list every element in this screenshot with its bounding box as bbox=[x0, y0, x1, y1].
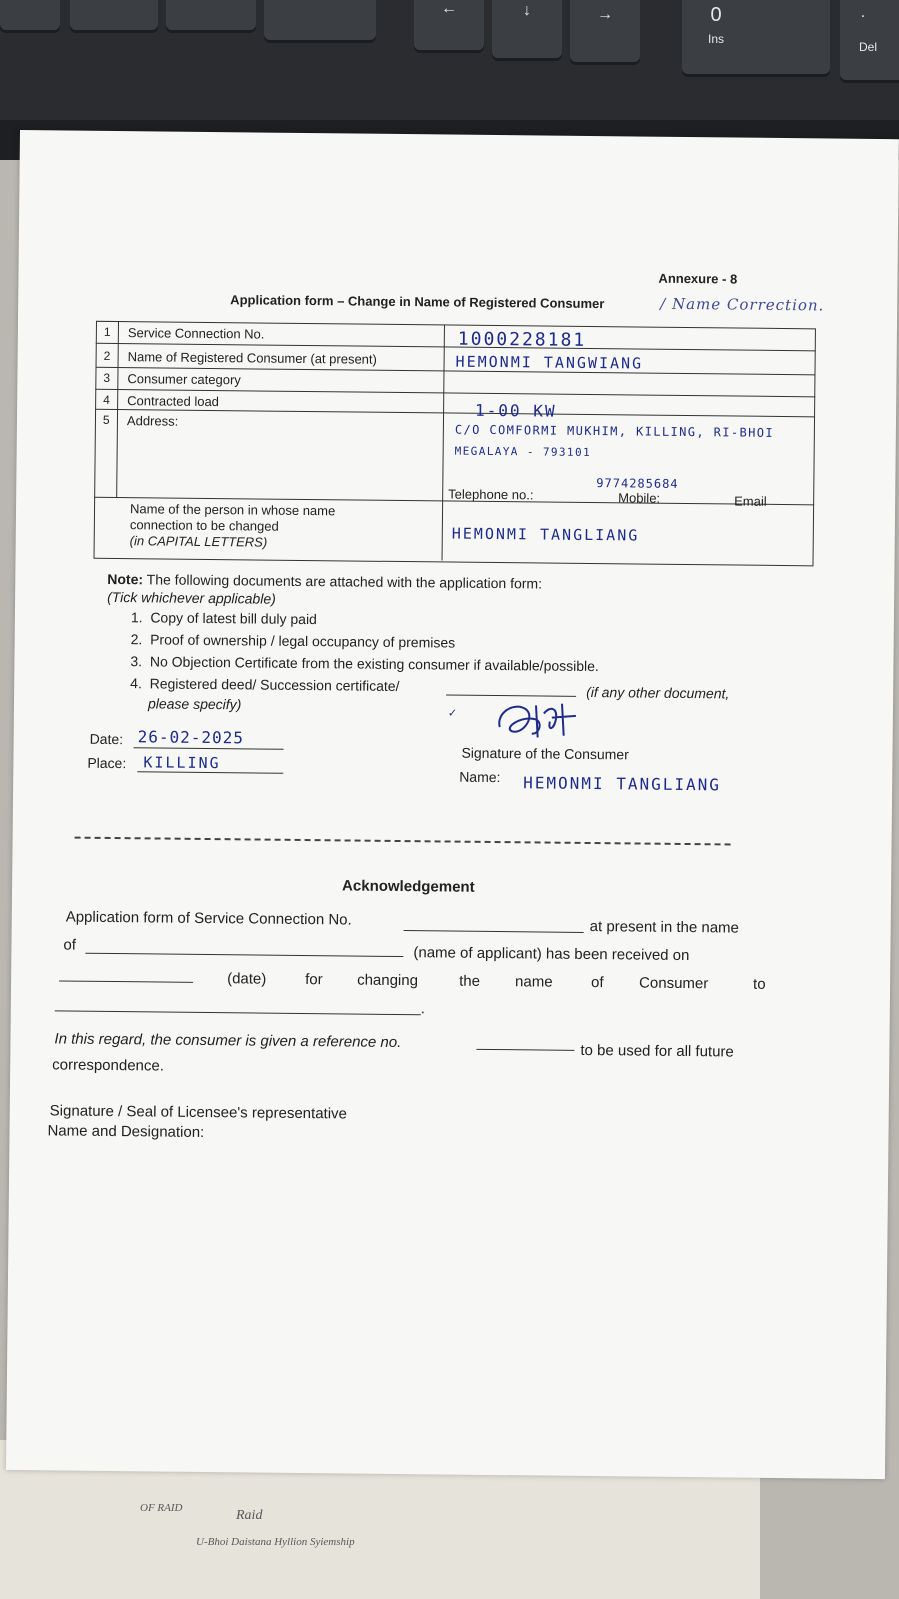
form-title: Application form – Change in Name of Registered Consumer bbox=[230, 292, 605, 312]
ack-sig1: Signature / Seal of Licensee's representative bbox=[49, 1102, 348, 1123]
row3-label: Consumer category bbox=[127, 371, 241, 388]
doc-item-4-tail: (if any other document, bbox=[586, 683, 730, 702]
ack-p1f: . bbox=[420, 1000, 426, 1018]
row1-number: 1 bbox=[103, 324, 111, 339]
ack-p1a: Application form of Service Connection No. bbox=[65, 908, 352, 929]
ack-p1e-name: name bbox=[515, 973, 553, 991]
ins-zero-label: 0 bbox=[710, 4, 722, 26]
ack-p2c: correspondence. bbox=[52, 1056, 165, 1075]
ack-p1e-consumer: Consumer bbox=[639, 974, 709, 993]
ack-p1b: at present in the name bbox=[589, 918, 740, 937]
ins-key bbox=[682, 0, 830, 74]
form-title-handwritten: / Name Correction. bbox=[660, 294, 825, 315]
ack-title: Acknowledgement bbox=[342, 877, 475, 896]
ack-p1e-to: to bbox=[753, 975, 766, 993]
doc-item-4-tail2: please specify) bbox=[147, 695, 242, 713]
mobile-value: 9774285684 bbox=[596, 476, 679, 491]
stamp-text-3: U-Bhoi Daistana Hyllion Syiemship bbox=[196, 1536, 355, 1548]
ack-p1e-for: for bbox=[305, 971, 323, 989]
ack-p2b: to be used for all future bbox=[580, 1041, 734, 1061]
ack-p1e-date: (date) bbox=[227, 970, 267, 988]
ack-reference-line bbox=[476, 1049, 574, 1051]
key bbox=[70, 0, 158, 30]
row4-number: 4 bbox=[103, 392, 110, 407]
ack-p1e-changing: changing bbox=[357, 971, 419, 990]
arrow-right-icon: → bbox=[597, 6, 613, 23]
stamp-text-1: OF RAID bbox=[140, 1502, 183, 1514]
name-label: Name: bbox=[459, 768, 501, 786]
ins-label: Ins bbox=[707, 32, 724, 46]
doc-item-4-text: Registered deed/ Succession certificate/ bbox=[149, 675, 400, 695]
doc-item-2-number: 2. bbox=[130, 631, 143, 648]
telephone-label: Telephone no.: bbox=[448, 486, 534, 503]
ack-p1e-of: of bbox=[591, 974, 604, 992]
ack-name-line bbox=[85, 953, 403, 957]
signature-label: Signature of the Consumer bbox=[461, 744, 629, 763]
arrow-left-icon: ← bbox=[441, 0, 457, 17]
ack-p1c: of bbox=[63, 936, 77, 954]
del-key bbox=[840, 0, 899, 80]
application-form-page bbox=[6, 130, 899, 1479]
ack-p2a: In this regard, the consumer is given a reference no. bbox=[54, 1030, 402, 1052]
row1-label: Service Connection No. bbox=[127, 325, 265, 342]
arrow-left-key bbox=[414, 0, 484, 50]
doc-item-1 bbox=[131, 609, 317, 627]
new-name-label-3: (in CAPITAL LETTERS) bbox=[129, 533, 268, 550]
consumer-signature bbox=[492, 695, 583, 746]
new-name-label-1: Name of the person in whose name bbox=[129, 501, 336, 519]
stamp-text-2: Raid bbox=[236, 1508, 263, 1523]
new-name-label-2: connection to be changed bbox=[129, 517, 279, 534]
annexure-label: Annexure - 8 bbox=[658, 270, 738, 287]
place-label: Place: bbox=[87, 754, 127, 772]
doc-item-1-number: 1. bbox=[130, 609, 143, 626]
doc-item-4 bbox=[130, 675, 399, 694]
ack-new-name-line bbox=[55, 1010, 421, 1015]
contracted-load-value: 1-00 KW bbox=[474, 400, 557, 421]
doc-item-3-text: No Objection Certificate from the existing consumer if available/possible. bbox=[149, 653, 599, 675]
service-connection-value: 1000228181 bbox=[457, 328, 587, 351]
key bbox=[264, 0, 376, 40]
ack-sig2: Name and Designation: bbox=[47, 1122, 205, 1141]
del-dot: . bbox=[860, 4, 866, 21]
tick-mark: ✓ bbox=[447, 707, 458, 720]
doc-item-2 bbox=[131, 631, 456, 650]
consumer-name-value: HEMONMI TANGLIANG bbox=[523, 773, 722, 795]
place-value: KILLING bbox=[143, 753, 221, 773]
new-name-value: HEMONMI TANGLIANG bbox=[451, 524, 640, 545]
ack-p1e-the: the bbox=[459, 972, 481, 990]
doc-item-1-text: Copy of latest bill duly paid bbox=[150, 609, 317, 628]
doc-item-3 bbox=[130, 653, 599, 674]
registered-consumer-value: HEMONMI TANGWIANG bbox=[455, 352, 644, 373]
key bbox=[0, 0, 60, 30]
arrow-down-key bbox=[492, 0, 562, 58]
note-label: Note: bbox=[107, 570, 144, 588]
date-line bbox=[134, 747, 284, 750]
doc-item-3-number: 3. bbox=[130, 653, 143, 670]
row5-number: 5 bbox=[102, 412, 110, 427]
dashed-separator bbox=[75, 837, 731, 846]
row4-label: Contracted load bbox=[127, 393, 220, 410]
note-sub: (Tick whichever applicable) bbox=[107, 588, 276, 607]
row2-number: 2 bbox=[103, 348, 111, 363]
mobile-label: Mobile: bbox=[618, 490, 661, 506]
row2-label: Name of Registered Consumer (at present) bbox=[127, 349, 377, 367]
doc-item-2-text: Proof of ownership / legal occupancy of premises bbox=[150, 631, 456, 651]
ack-p1d: (name of applicant) has been received on bbox=[413, 944, 690, 965]
row5-label: Address: bbox=[126, 413, 179, 429]
arrow-down-icon: ↓ bbox=[523, 2, 531, 19]
date-value: 26-02-2025 bbox=[137, 727, 245, 748]
place-line bbox=[137, 771, 283, 774]
address-line-1: C/O COMFORMI MUKHIM, KILLING, RI-BHOI bbox=[454, 422, 775, 440]
del-label: Del bbox=[858, 40, 877, 54]
address-line-2: MEGALAYA - 793101 bbox=[454, 444, 592, 459]
email-label: Email bbox=[734, 493, 767, 509]
ack-date-line bbox=[59, 980, 193, 982]
note bbox=[107, 571, 542, 592]
ack-service-no-line bbox=[404, 930, 584, 933]
key bbox=[166, 0, 256, 30]
date-label: Date: bbox=[89, 730, 124, 748]
note-text: The following documents are attached with the application form: bbox=[146, 571, 543, 592]
doc-item-4-number: 4. bbox=[130, 675, 142, 692]
row3-number: 3 bbox=[103, 370, 111, 385]
